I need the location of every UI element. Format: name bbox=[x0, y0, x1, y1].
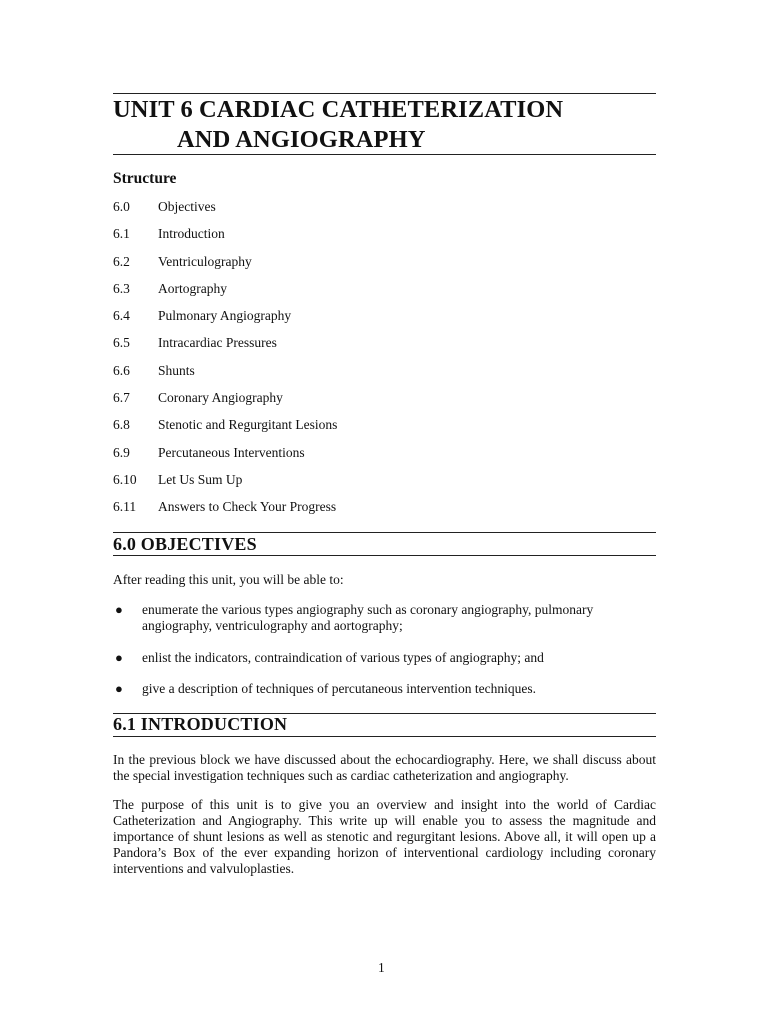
toc-number: 6.1 bbox=[113, 226, 130, 242]
bullet-icon: ● bbox=[115, 681, 123, 696]
toc-number: 6.10 bbox=[113, 471, 137, 487]
toc-number: 6.7 bbox=[113, 390, 130, 406]
toc-item bbox=[113, 417, 656, 444]
toc-label: Shunts bbox=[158, 362, 195, 378]
objectives-top-rule bbox=[113, 532, 656, 533]
toc-item bbox=[113, 308, 656, 335]
toc-label: Intracardiac Pressures bbox=[158, 335, 277, 351]
objective-text: give a description of techniques of percutaneous intervention techniques. bbox=[142, 681, 536, 696]
toc-number: 6.5 bbox=[113, 335, 130, 351]
toc-label: Objectives bbox=[158, 199, 216, 214]
toc-item bbox=[113, 363, 656, 390]
toc-item bbox=[113, 335, 656, 362]
toc-number: 6.6 bbox=[113, 362, 130, 378]
toc-label: Aortography bbox=[158, 280, 227, 296]
bullet-icon: ● bbox=[115, 602, 123, 617]
toc-label: Pulmonary Angiography bbox=[158, 308, 292, 324]
objectives-bottom-rule bbox=[113, 555, 656, 556]
bullet-icon: ● bbox=[115, 650, 123, 665]
objectives-heading: 6.0 OBJECTIVES bbox=[113, 534, 257, 554]
toc-number: 6.2 bbox=[113, 253, 130, 269]
toc-label: Answers to Check Your Progress bbox=[158, 499, 337, 515]
toc-number: 6.11 bbox=[113, 499, 137, 515]
toc-label: Percutaneous Interventions bbox=[158, 444, 305, 460]
toc-label: Coronary Angiography bbox=[158, 390, 283, 406]
toc-number: 6.0 bbox=[113, 199, 130, 214]
introduction-paragraph-2: The purpose of this unit is to give you an overview and insight into the world of Cardiac Catheterization and Angiography. This write up will enable you to assess the magnitude and importance of shunt lesions as well as stenotic and regurgitant lesions. Above all, it will open up a Pandora’s Box of the ever expanding horizon of interventional cardiology including coronary interventions and valvuloplasties. bbox=[113, 797, 656, 876]
introduction-bottom-rule bbox=[113, 736, 656, 737]
title-top-rule bbox=[113, 93, 656, 94]
toc-label: Ventriculography bbox=[158, 253, 252, 269]
toc-item bbox=[113, 226, 656, 253]
toc-label: Introduction bbox=[158, 226, 225, 242]
objectives-intro: After reading this unit, you will be able to: bbox=[113, 572, 344, 587]
title-bottom-rule bbox=[113, 154, 656, 155]
structure-list bbox=[113, 199, 656, 527]
toc-item bbox=[113, 254, 656, 281]
introduction-heading: 6.1 INTRODUCTION bbox=[113, 714, 288, 734]
unit-title-line2: AND ANGIOGRAPHY bbox=[177, 126, 426, 153]
structure-heading: Structure bbox=[113, 170, 177, 187]
objective-text: enlist the indicators, contraindication of various types of angiography; and bbox=[142, 650, 544, 665]
toc-item bbox=[113, 281, 656, 308]
toc-number: 6.8 bbox=[113, 417, 130, 433]
toc-item bbox=[113, 390, 656, 417]
toc-item bbox=[113, 472, 656, 499]
unit-title-line1: UNIT 6 CARDIAC CATHETERIZATION bbox=[113, 96, 564, 123]
toc-number: 6.9 bbox=[113, 444, 130, 460]
introduction-paragraph-1: In the previous block we have discussed about the echocardiography. Here, we shall discuss about the special investigation techniques such as cardiac catheterization and angiography. bbox=[113, 752, 656, 783]
page-number: 1 bbox=[378, 960, 385, 975]
toc-label: Stenotic and Regurgitant Lesions bbox=[158, 417, 338, 433]
toc-item bbox=[113, 499, 656, 526]
objective-text: enumerate the various types angiography such as coronary angiography, pulmonary angiography, ventriculography and aortography; bbox=[142, 602, 594, 633]
toc-label: Let Us Sum Up bbox=[158, 471, 243, 487]
toc-item bbox=[113, 199, 656, 226]
toc-number: 6.3 bbox=[113, 280, 130, 296]
toc-number: 6.4 bbox=[113, 308, 130, 324]
unit-title bbox=[113, 95, 656, 155]
toc-item bbox=[113, 445, 656, 472]
